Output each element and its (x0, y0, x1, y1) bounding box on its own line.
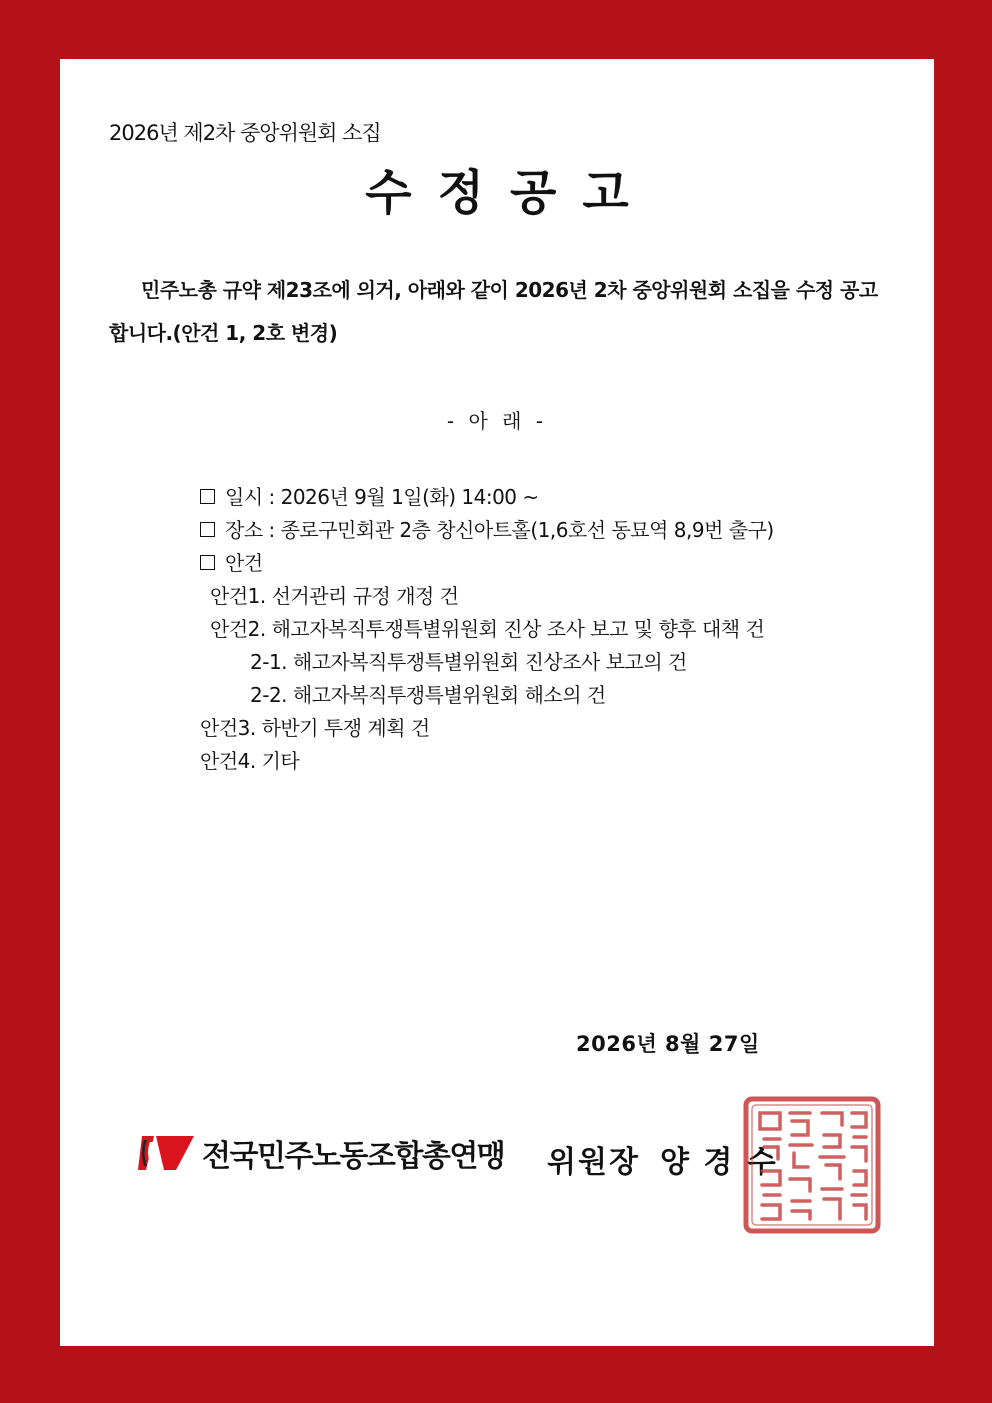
official-seal-icon (742, 1095, 882, 1235)
issue-date: 2026년 8월 27일 (576, 1032, 760, 1056)
agenda-item (200, 679, 774, 712)
agenda-item-text: 2-2. 해고자복직투쟁특별위원회 해소의 건 (250, 683, 606, 707)
agenda-item-text: 안건3. 하반기 투쟁 계획 건 (200, 716, 430, 740)
agenda-item (200, 514, 774, 547)
notice-paragraph (109, 269, 889, 355)
kctu-logo-icon (136, 1132, 196, 1174)
agenda-item-text: 일시 : 2026년 9월 1일(화) 14:00 ~ (225, 485, 539, 509)
agenda-item (200, 613, 774, 646)
square-bullet-icon (200, 522, 215, 537)
document-page (60, 59, 934, 1346)
agenda-item (200, 745, 774, 778)
square-bullet-icon (200, 489, 215, 504)
notice-paragraph-text: 민주노총 규약 제23조에 의거, 아래와 같이 2026년 2차 중앙위원회 소집을 수정 공고합니다.(안건 1, 2호 변경) (109, 278, 878, 345)
square-bullet-icon (200, 555, 215, 570)
below-label: - 아 래 - (446, 409, 548, 433)
agenda-item-text: 장소 : 종로구민회관 2층 창신아트홀(1,6호선 동묘역 8,9번 출구) (225, 518, 774, 542)
notice-subtitle: 2026년 제2차 중앙위원회 소집 (109, 121, 381, 145)
organization (136, 1131, 504, 1175)
agenda-item (200, 580, 774, 613)
chair-name: 양 경 수 (659, 1145, 778, 1180)
notice-title: 수정공고 (365, 165, 655, 221)
agenda-item (200, 646, 774, 679)
agenda-item-text: 2-1. 해고자복직투쟁특별위원회 진상조사 보고의 건 (250, 650, 687, 674)
agenda-item (200, 481, 774, 514)
agenda-item (200, 712, 774, 745)
agenda-list (200, 481, 774, 778)
organization-name: 전국민주노동조합총연맹 (202, 1139, 505, 1174)
chair-title: 위원장 (547, 1145, 640, 1180)
agenda-item-text: 안건1. 선거관리 규정 개정 건 (210, 584, 459, 608)
agenda-item (200, 547, 774, 580)
agenda-item-text: 안건4. 기타 (200, 749, 300, 773)
agenda-item-text: 안건2. 해고자복직투쟁특별위원회 진상 조사 보고 및 향후 대책 건 (210, 617, 765, 641)
agenda-item-text: 안건 (225, 551, 263, 575)
